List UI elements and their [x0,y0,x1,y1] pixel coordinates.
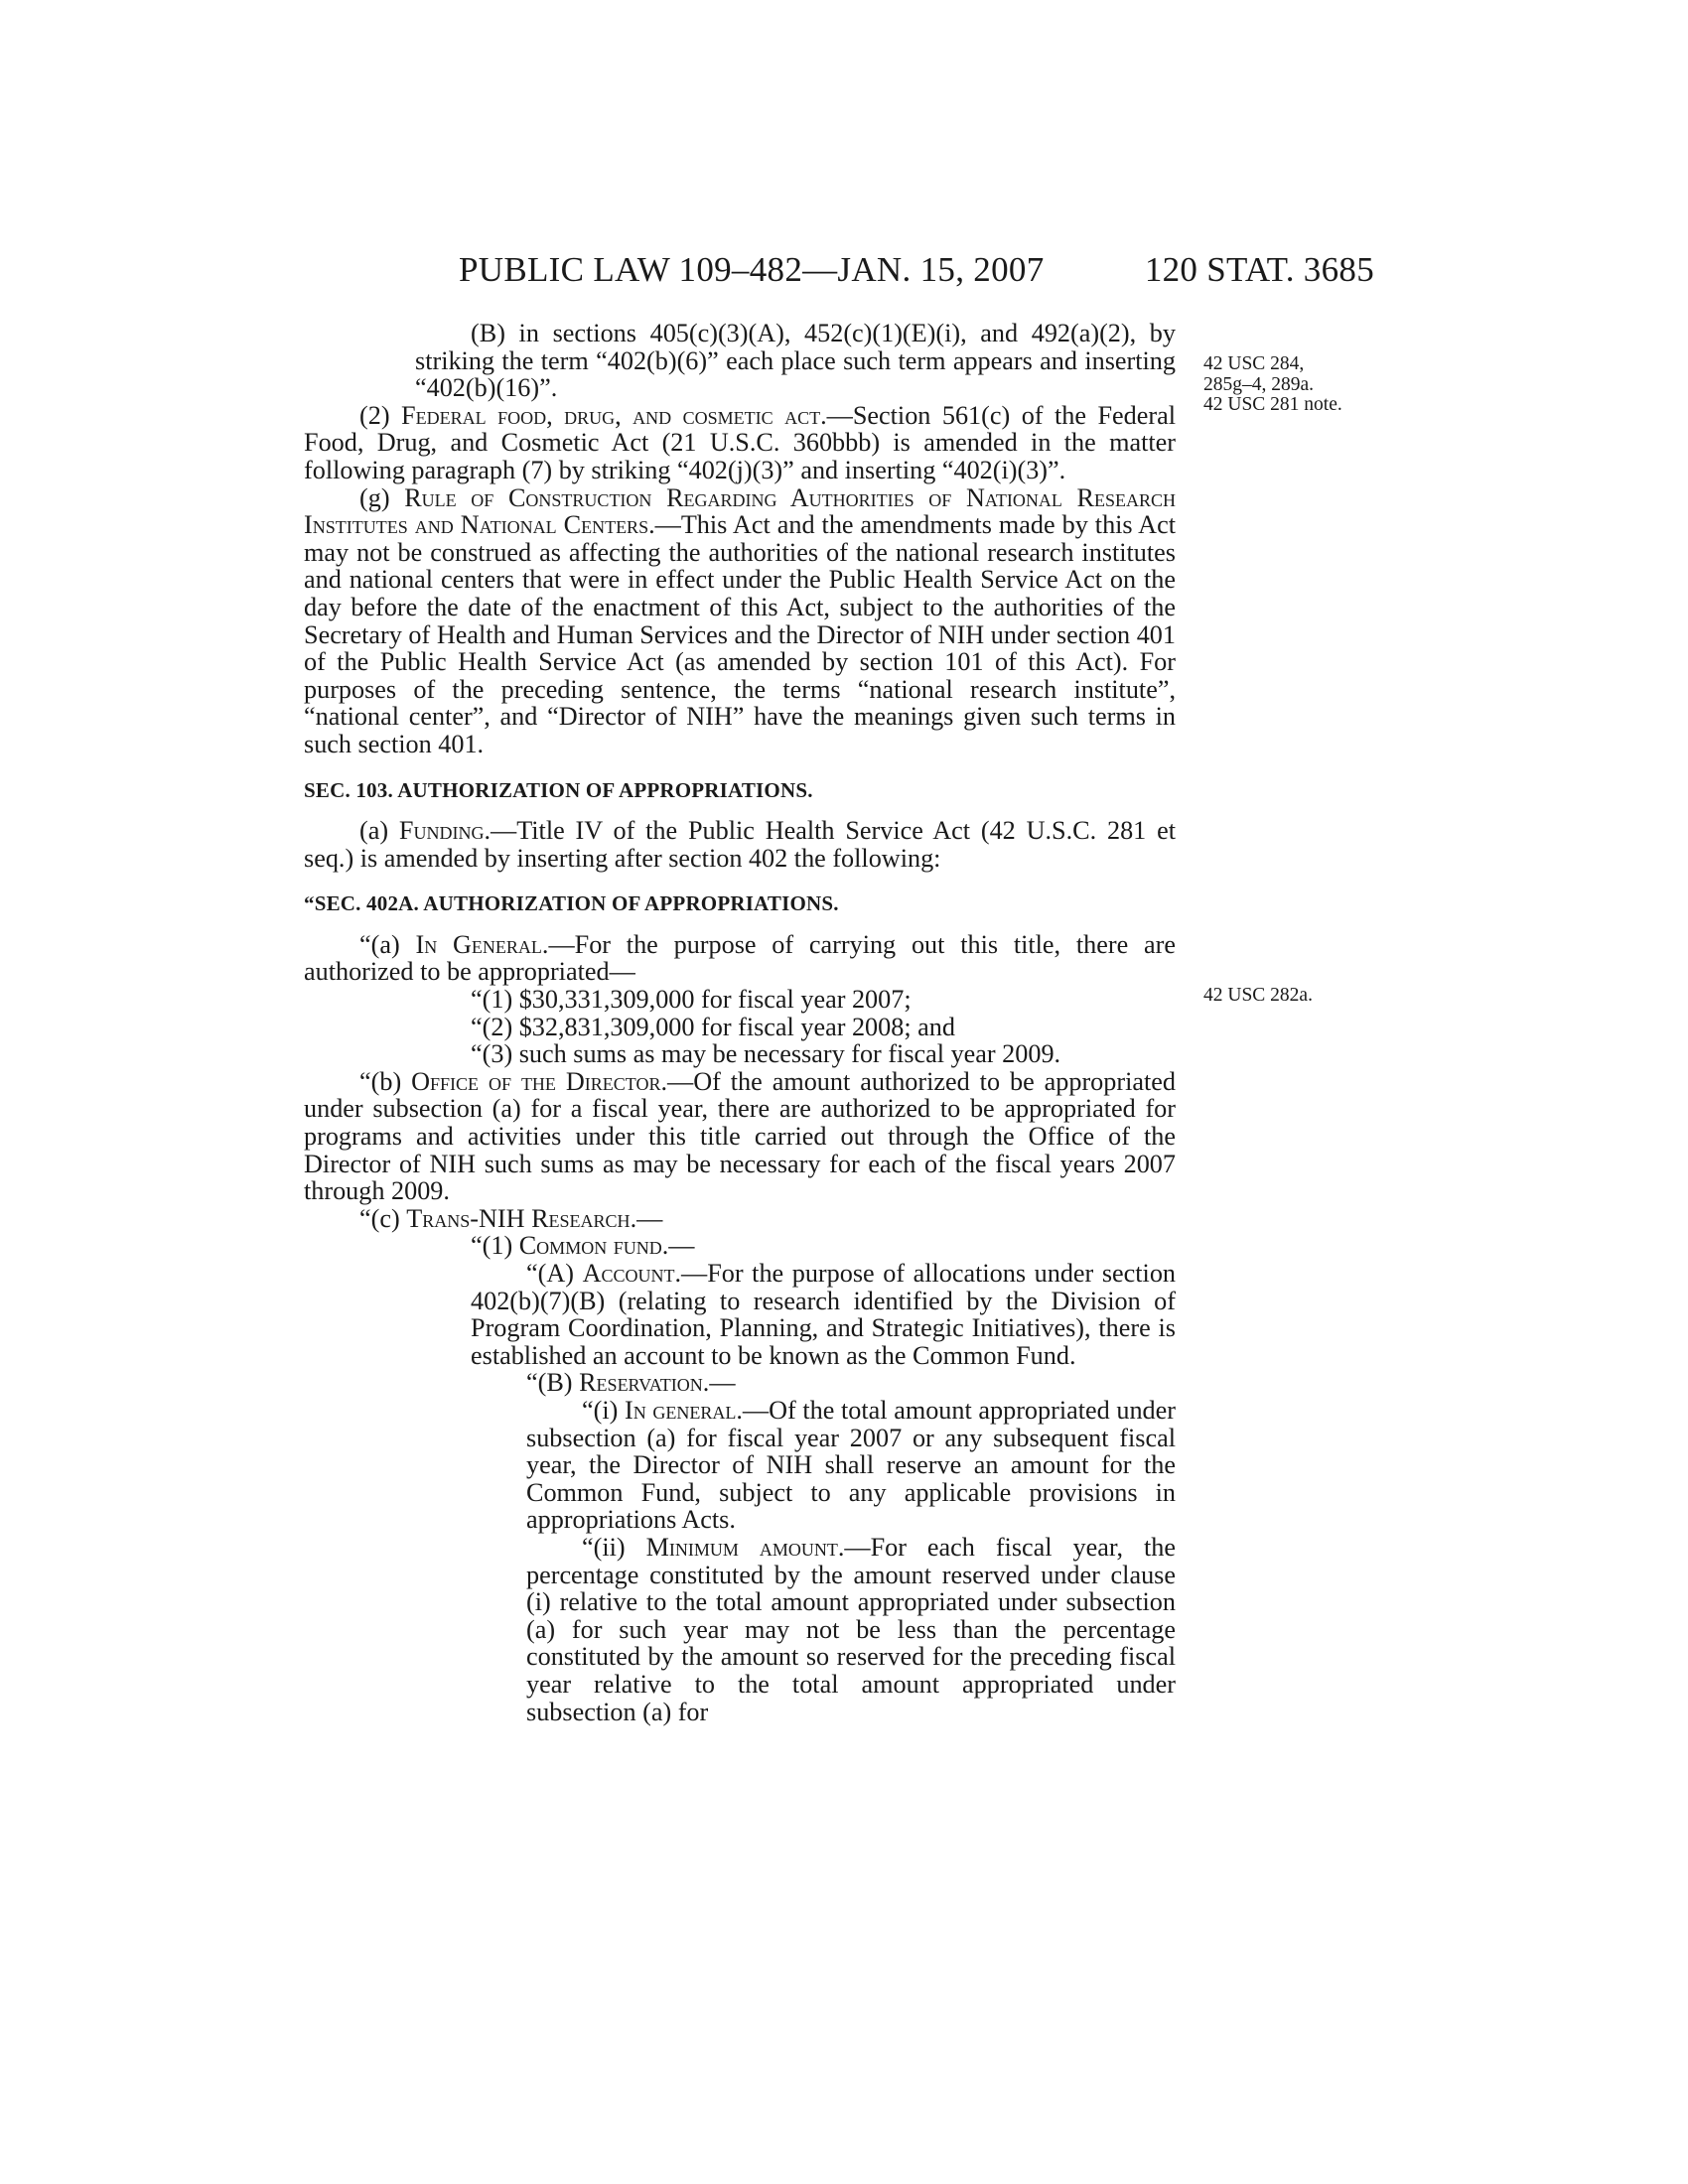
paragraph-lead: (2) [359,400,402,430]
paragraph-g-rule-of-construction [304,484,1176,758]
paragraph-text: .— [630,1203,663,1233]
paragraph-2-fdca [304,402,1176,484]
paragraph-caption: In general [625,1395,737,1425]
paragraph-lead: (g) [359,482,405,512]
paragraph-caption: Funding [398,816,485,846]
paragraph-text: .—For the purpose of carrying out this title, there are authorized to be appropriated— [304,929,1176,987]
paragraph-caption: Office of the Director [411,1066,661,1096]
paragraph-text: .—Of the amount authorized to be appropriated under subsection (a) for a fiscal year, there are authorized to be appropriated for programs and activities under this title carried out through the Office of the Director of NIH such sums as may be necessary for each of the fiscal years 2007 through 2009. [304,1066,1176,1206]
paragraph-a-funding [304,817,1176,872]
paragraph-a-in-general [304,931,1176,986]
paragraph-caption: In General [415,929,542,959]
paragraph-text: .—For each fiscal year, the percentage constituted by the amount reserved under clause (i) relative to the total amount appropriated under subsection (a) for such year may not be less than the percentage constituted by the amount so reserved for the preceding fiscal year relative to the total amount appropriated under subsection (a) for [526,1532,1176,1726]
paragraph-lead: “(A) [526,1259,583,1288]
paragraph-caption: Trans-NIH Research [406,1203,631,1233]
paragraph-b-office-of-director [304,1068,1176,1205]
running-header-right: 120 STAT. 3685 [1144,250,1374,289]
paragraph-lead: “(c) [359,1203,407,1233]
paragraph-caption: Reservation [579,1368,703,1398]
paragraph-3-fy2009: “(3) such sums as may be necessary for fiscal year 2009. [471,1039,1061,1069]
paragraph-b-reservation [471,1369,1176,1397]
paragraph-lead: “(B) [526,1368,580,1398]
paragraph-1-fy2007: “(1) $30,331,309,000 for fiscal year 2007; [471,985,912,1015]
margin-citation-1 [1203,353,1314,395]
paragraph-a-account [471,1260,1176,1369]
paragraph-lead: (a) [359,816,399,846]
paragraph-text: .—Title IV of the Public Health Service Act (42 U.S.C. 281 et seq.) is amended by inserting after section 402 the following: [304,816,1176,873]
paragraph-2-fy2008: “(2) $32,831,309,000 for fiscal year 2008; and [471,1012,955,1041]
section-103-heading: SEC. 103. AUTHORIZATION OF APPROPRIATIONS. [304,777,813,802]
paragraph-caption: Account [582,1259,675,1288]
paragraph-text: .—Of the total amount appropriated under subsection (a) for fiscal year 2007 or any subsequent fiscal year, the Director of NIH shall reserve an amount for the Common Fund, subject to any applicable provisions in appropriations Acts. [526,1395,1176,1535]
section-402a-heading: “SEC. 402A. AUTHORIZATION OF APPROPRIATIONS. [304,891,839,916]
paragraph-lead: “(1) [471,1231,519,1261]
paragraph-1-common-fund [415,1232,1176,1260]
paragraph-lead: “(ii) [582,1532,646,1562]
margin-citation-1-line2: 285g–4, 289a. [1203,374,1315,395]
paragraph-ii-minimum-amount [526,1534,1176,1725]
running-header-left: PUBLIC LAW 109–482—JAN. 15, 2007 [459,250,1045,289]
margin-citation-3: 42 USC 282a. [1203,985,1313,1006]
paragraph-caption: Rule of Construction Regarding Authorities of National Research Institutes and National Centers [304,482,1176,540]
paragraph-c-trans-nih [304,1205,1176,1233]
paragraph-b-sections: (B) in sections 405(c)(3)(A), 452(c)(1)(E)(i), and 492(a)(2), by striking the term “402(b)(6)” each place such term appears and inserting “402(b)(16)”. [415,319,1176,403]
margin-citation-1-line1: 42 USC 284, [1203,353,1305,374]
body-text [304,320,1176,1725]
paragraph-lead: “(b) [359,1066,412,1096]
paragraph-caption: Federal food, drug, and cosmetic act [401,400,821,430]
paragraph-caption: Common fund [518,1231,662,1261]
paragraph-caption: Minimum amount [645,1532,838,1562]
paragraph-lead: “(a) [359,929,416,959]
paragraph-text: .— [661,1231,695,1261]
paragraph-text: .—This Act and the amendments made by this Act may not be construed as affecting the authorities of the national research institutes and national centers that were in effect under the Public Health Service Act on the day before the date of the enactment of this Act, subject to the authorities of the Secretary of Health and Human Services and the Director of NIH under section 401 of the Public Health Service Act (as amended by section 101 of this Act). For purposes of the preceding sentence, the terms “national research institute”, “national center”, and “Director of NIH” have the meanings given such terms in such section 401. [304,510,1176,758]
paragraph-text: .— [702,1368,736,1398]
paragraph-text: .—For the purpose of allocations under section 402(b)(7)(B) (relating to research identified by the Division of Program Coordination, Planning, and Strategic Initiatives), there is established an account to be known as the Common Fund. [471,1259,1177,1370]
paragraph-lead: “(i) [582,1395,625,1425]
paragraph-i-in-general [526,1397,1176,1534]
margin-citation-2: 42 USC 281 note. [1203,394,1342,415]
paragraph-text: .—Section 561(c) of the Federal Food, Drug, and Cosmetic Act (21 U.S.C. 360bbb) is amended in the matter following paragraph (7) by striking “402(j)(3)” and inserting “402(i)(3)”. [304,400,1176,484]
